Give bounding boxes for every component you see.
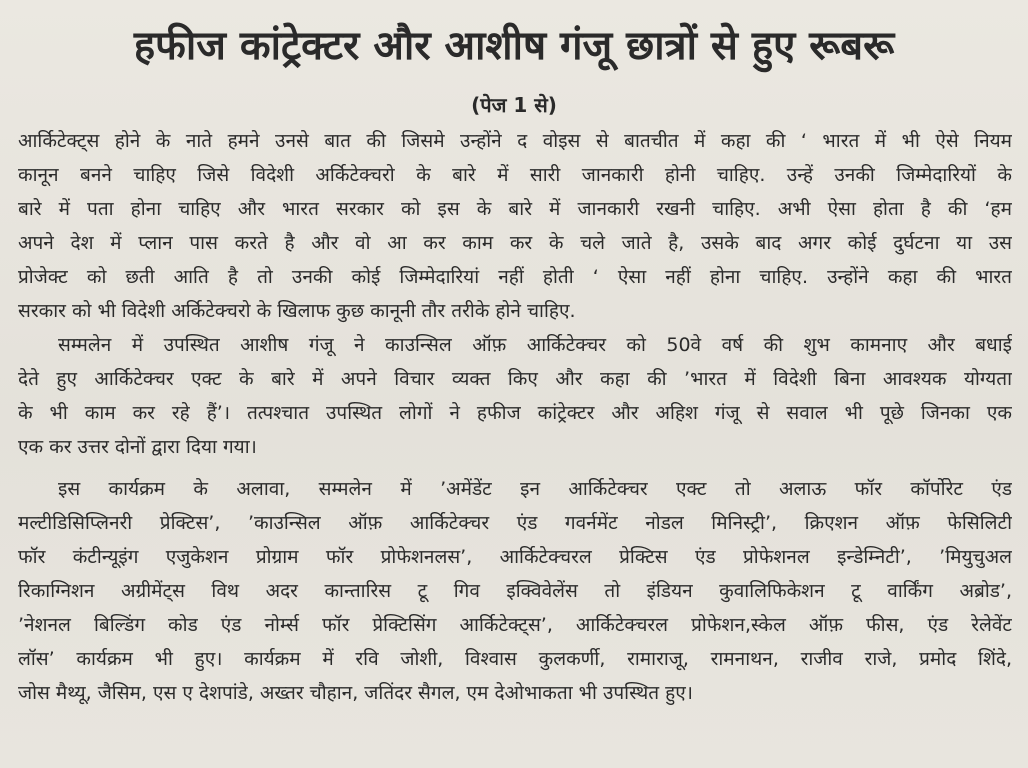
text-line: फॉर कंटीन्यूइंग एजुकेशन प्रोग्राम फॉर प्रोफेशनलस’, आर्किटेक्चरल प्रेक्टिस एंड प्रोफेशनल इन्डेम्निटी’, ’मियुचुअल	[18, 546, 1012, 568]
article-body	[18, 124, 1012, 710]
text-line: लॉस’ कार्यक्रम भी हुए। कार्यक्रम में रवि जोशी, विश्वास कुलकर्णी, रामाराजू, रामनाथन, राजीव राजे, प्रमोद शिंदे,	[18, 648, 1012, 670]
text-line: रिकाग्निशन अग्रीमेंट्स विथ अदर कान्तारिस टू गिव इक्विवेलेंस तो इंडियन कुवालिफिकेशन टू वार्किंग अब्रोड’,	[18, 580, 1012, 602]
text-line: प्रोजेक्ट को छती आति है तो उनकी कोई जिम्मेदारियां नहीं होती ‘ ऐसा नहीं होना चाहिए. उन्होंने कहा की भारत	[18, 266, 1012, 288]
text-line: इस कार्यक्रम के अलावा, सम्मलेन में ’अमेंडेंट इन आर्किटेक्चर एक्ट तो अलाऊ फॉर कॉर्पोरेट एंड	[58, 478, 1012, 500]
text-line: अपने देश में प्लान पास करते है और वो आ कर काम कर के चले जाते है, उसके बाद अगर कोई दुर्घटना या उस	[18, 232, 1012, 254]
text-line: ’नेशनल बिल्डिंग कोड एंड नोर्म्स फॉर प्रेक्टिसिंग आर्किटेक्ट्स’, आर्किटेक्चरल प्रोफेशन,स्केल ऑफ़ फीस, एंड रेलेवेंट	[18, 614, 1012, 636]
article-headline: हफीज कांट्रेक्टर और आशीष गंजू छात्रों से हुए रूबरू	[133, 23, 895, 69]
text-line: के भी काम कर रहे हैं’। तत्पश्चात उपस्थित लोगों ने हफीज कांट्रेक्टर और अहिश गंजू से सवाल भी पूछे जिनका एक	[18, 402, 1012, 424]
text-line: बारे में पता होना चाहिए और भारत सरकार को इस के बारे में जानकारी रखनी चाहिए. अभी ऐसा होता है की ‘हम	[18, 198, 1012, 220]
paragraph-gap	[18, 464, 1012, 472]
text-line: सम्मलेन में उपस्थित आशीष गंजू ने काउन्सिल ऑफ़ आर्किटेक्चर को 50वे वर्ष की शुभ कामनाए और बधाई	[58, 334, 1012, 356]
text-line: देते हुए आर्किटेक्चर एक्ट के बारे में अपने विचार व्यक्त किए और कहा की ’भारत में विदेशी बिना आवश्यक योग्यता	[18, 368, 1012, 390]
text-line: एक कर उत्तर दोनों द्वारा दिया गया।	[18, 436, 257, 458]
text-line: कानून बनने चाहिए जिसे विदेशी अर्किटेक्चरो के बारे में सारी जानकारी होनी चाहिए. उन्हें उनकी जिम्मेदारियों के	[18, 164, 1012, 186]
text-line: जोस मैथ्यू, जैसिम, एस ए देशपांडे, अख्तर चौहान, जतिंदर सैगल, एम देओभाकता भी उपस्थित हुए।	[18, 682, 693, 704]
text-line: सरकार को भी विदेशी अर्किटेक्चरो के खिलाफ कुछ कानूनी तौर तरीके होने चाहिए.	[18, 300, 576, 322]
text-line: मल्टीडिसिप्लिनरी प्रेक्टिस’, ’काउन्सिल ऑफ़ आर्किटेक्चर एंड गवर्नमेंट नोडल मिनिस्ट्री’, क्रिएशन ऑफ़ फेसिलिटी	[18, 512, 1012, 534]
text-line: आर्किटेक्ट्स होने के नाते हमने उनसे बात की जिसमे उन्होंने द वोइस से बातचीत में कहा की ‘ भारत में भी ऐसे नियम	[18, 130, 1012, 152]
page-reference: (पेज 1 से)	[471, 93, 557, 117]
